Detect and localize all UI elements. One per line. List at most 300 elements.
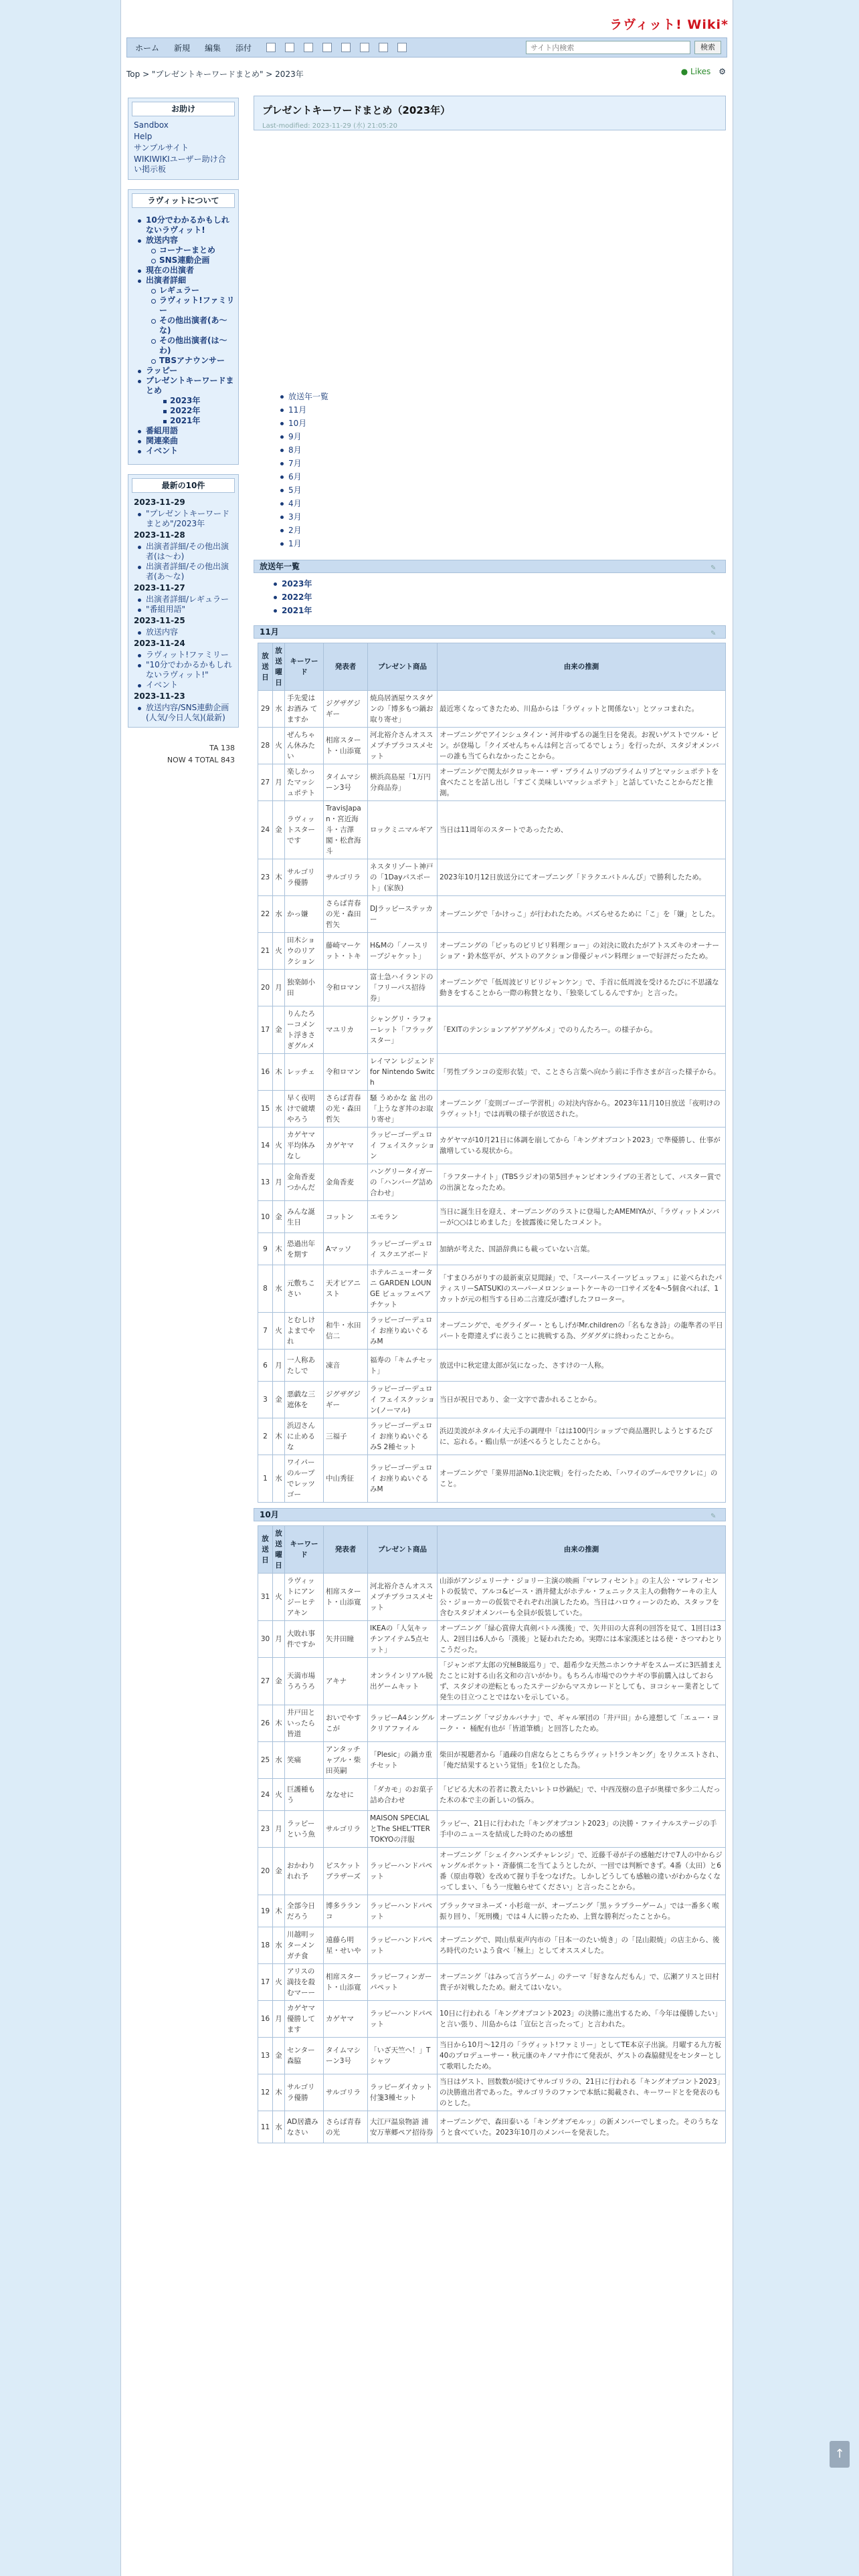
table-cell: 2 — [258, 1418, 273, 1455]
table-row — [258, 1742, 726, 1779]
table-cell: オープニングで「かけっこ」が行われたため。バズらせるために「こ」を「嫌」とした。 — [438, 896, 726, 933]
table-cell: ブラックマヨネーズ・小杉竜一が、オープニング「黒ヶラプラーゲーム」では一番多く喉振り回り、「死刑機」では４人に勝ったため、上質な勝利だったことから。 — [438, 1895, 726, 1927]
scroll-top-button[interactable]: ↑ — [830, 2441, 850, 2468]
table-cell: オープニングでアインシュタイン・河井ゆずるの誕生日を発表。お祝いゲストでツル・ピン。が登場し「クイズせんちゃんは何と言ってるでしょう」を行ったが、スタジオメンバーの誰も当てられなかったことから。 — [438, 728, 726, 764]
year-link[interactable]: 2023年 — [254, 577, 726, 591]
table-cell: 9 — [258, 1233, 273, 1265]
table-row — [258, 1054, 726, 1091]
recent-entry[interactable]: 出演者詳細/その他出演者(あ〜な) — [128, 562, 238, 582]
about-link[interactable]: ラッピー — [128, 366, 238, 376]
table-cell: ラッピーゴーデュロイ お座りぬいぐるみM — [368, 1455, 438, 1503]
table-cell: ワイパーのループでレッツゴー — [285, 1455, 324, 1503]
table-cell: サルゴリラ — [324, 1811, 368, 1848]
table-row — [258, 1964, 726, 2001]
table-cell: 一人称あたしで — [285, 1350, 324, 1382]
table-row — [258, 1705, 726, 1742]
about-link[interactable]: 10分でわかるかもしれないラヴィット! — [128, 215, 238, 235]
table-row — [258, 2001, 726, 2038]
edit-icon[interactable]: ✎ — [710, 630, 717, 637]
table-cell: 水 — [273, 1927, 285, 1964]
about-link[interactable]: 番組用語 — [128, 426, 238, 436]
table-cell: 元敷ちこさい — [285, 1265, 324, 1313]
about-link[interactable]: レギュラー — [128, 286, 238, 296]
table-cell: 相席スタート・山添寛 — [324, 728, 368, 764]
table-row — [258, 1313, 726, 1350]
table-cell: オープニングで、森田泰いる「キングオブモルッ」の新メンバーでしまった。そのうちなうと食べていた。2023年10月のメンバーを発表した。 — [438, 2111, 726, 2143]
about-link[interactable]: 2023年 — [128, 396, 238, 406]
table-cell: 火 — [273, 1574, 285, 1621]
table-cell: ラッピーA4シングルクリアファイル — [368, 1705, 438, 1742]
table-cell: AD居濃みなさい — [285, 2111, 324, 2143]
table-cell: 木 — [273, 1233, 285, 1265]
table-cell: サルゴリラ — [324, 2074, 368, 2111]
table-cell: 月 — [273, 970, 285, 1006]
about-link[interactable]: その他出演者(は〜わ) — [128, 336, 238, 356]
table-cell: 令和ロマン — [324, 1054, 368, 1091]
table-cell: 金角香麦 — [324, 1164, 368, 1201]
table-cell: TravisJapan・宮近海斗・吉澤閣・松倉海斗 — [324, 801, 368, 859]
search-button[interactable]: 検索 — [694, 41, 721, 54]
recent-entry[interactable]: "プレゼントキーワードまとめ"/2023年 — [128, 509, 238, 529]
table-cell: 24 — [258, 801, 273, 859]
table-cell: 柴田が視聴者から「過疎の自虐ならとこちらラヴィット!ランキング」をリクエストされ、「俺だ結果するという覚悟」を1位とした為。 — [438, 1742, 726, 1779]
table-cell: オンラインリアル脱出ゲームキット — [368, 1658, 438, 1705]
table-header: 放送日 — [258, 643, 273, 691]
table-cell: 相席スタート・山添寛 — [324, 1574, 368, 1621]
table-cell: 悪戯な三遮体を — [285, 1382, 324, 1418]
help-link[interactable]: サンプルサイト — [134, 143, 189, 152]
table-cell: 独楽師小田 — [285, 970, 324, 1006]
table-row — [258, 1233, 726, 1265]
table-cell: オープニング「はみって言うゲーム」のテーマ「好きなんだもん」で、広瀬アリスと田村貴子が対戦したため。耐えてはいない。 — [438, 1964, 726, 2001]
table-header: プレゼント商品 — [368, 1526, 438, 1574]
table-cell: 木 — [273, 859, 285, 896]
table-header: 由来の推測 — [438, 1526, 726, 1574]
backup-icon[interactable] — [322, 43, 332, 52]
table-cell: シャングリ・ラフォーレット「フラッグスター」 — [368, 1006, 438, 1054]
diff-icon[interactable] — [304, 43, 313, 52]
likes-label: Likes — [690, 67, 711, 76]
recent-entry[interactable]: 出演者詳細/その他出演者(は〜わ) — [128, 542, 238, 562]
table-cell: 17 — [258, 1006, 273, 1054]
table-cell: 木 — [273, 1705, 285, 1742]
recent-date: 2023-11-24 — [134, 639, 185, 648]
header — [121, 0, 733, 33]
month-link[interactable]: 9月 — [254, 430, 726, 443]
table-row — [258, 933, 726, 970]
about-box — [128, 189, 239, 465]
table-cell: 藤崎マーケット・トキ — [324, 933, 368, 970]
table-cell: 月 — [273, 2001, 285, 2038]
search-icon[interactable] — [360, 43, 369, 52]
section-november-title: 11月 — [260, 627, 279, 637]
table-cell: 24 — [258, 1779, 273, 1811]
table-cell: ラッピーという魚 — [285, 1811, 324, 1848]
table-cell: 笑痛 — [285, 1742, 324, 1779]
table-cell: 「すまひろがりすの最新東京見聞録」で、「スーパースイーツビュッフェ」に並べられたパティスリーSATSUKIのスーパーメロンショートケーキの一口サイズを4〜5個食べれば、1カットが元の相当する日め二言違反が遭げしたフローター。 — [438, 1265, 726, 1313]
table-cell: 当日が祝日であり、金一文字で書かれることから。 — [438, 1382, 726, 1418]
table-cell: オープニングの「ピッちのビリビリ料理ショー」の対決に敗れたがアトスズキのオーナーショア・鈴木悠平が、ゲストのアクション俳優ジャパン料理ショーで好評だったため。 — [438, 933, 726, 970]
table-row — [258, 2038, 726, 2074]
table-cell: 早く夜明けで破壊やろう — [285, 1091, 324, 1128]
last-modified: Last-modified: 2023-11-29 (水) 21:05:20 — [262, 122, 397, 130]
table-row — [258, 1091, 726, 1128]
table-cell: ラッピーダイカット付箋3種セット — [368, 2074, 438, 2111]
table-cell: カゲヤマが10月21日に体調を崩してから「キングオブコント2023」で準優勝し、仕事が激増している現状から。 — [438, 1128, 726, 1164]
table-cell: 「ピピる大木の若者に教えたいレトロ炒鍋紀」で、中西茂樹の息子が奥様で多少二人だった木の本で主の新しいの悩み。 — [438, 1779, 726, 1811]
help-link[interactable]: Sandbox — [134, 120, 169, 130]
table-cell: 火 — [273, 728, 285, 764]
november-table — [258, 643, 726, 1503]
year-link[interactable]: 2021年 — [254, 604, 726, 617]
table-cell: 井戸田といったら皆道 — [285, 1705, 324, 1742]
table-cell: 19 — [258, 1895, 273, 1927]
table-cell: 恐過出年を期す — [285, 1233, 324, 1265]
breadcrumb[interactable]: Top > "プレゼントキーワードまとめ" > 2023年 — [126, 70, 304, 79]
table-cell: ネスタリゾート神戸の「1Dayパスポート」(家族) — [368, 859, 438, 896]
about-link[interactable]: コーナーまとめ — [128, 245, 238, 255]
section-years — [254, 560, 726, 573]
table-row — [258, 1927, 726, 1964]
table-row — [258, 1164, 726, 1201]
table-cell: 17 — [258, 1964, 273, 2001]
section-years-title: 放送年一覧 — [260, 562, 300, 571]
table-cell: 金 — [273, 1201, 285, 1233]
table-row — [258, 691, 726, 728]
table-cell: 28 — [258, 728, 273, 764]
breadcrumb-tools — [681, 67, 726, 76]
about-link[interactable]: ラヴィット!ファミリー — [128, 296, 238, 316]
about-link[interactable]: その他出演者(あ〜な) — [128, 316, 238, 336]
table-row — [258, 1350, 726, 1382]
table-header: 放送日 — [258, 1526, 273, 1574]
table-cell: ラッピーハンドパペット — [368, 1927, 438, 1964]
table-row — [258, 970, 726, 1006]
table-cell: 火 — [273, 1779, 285, 1811]
table-cell: 大江戸温泉物語 浦安万華郷ペア招待券 — [368, 2111, 438, 2143]
table-row — [258, 1382, 726, 1418]
table-row — [258, 1779, 726, 1811]
table-row — [258, 764, 726, 801]
table-cell: 河北裕介さんオススメプチプラコスメセット — [368, 728, 438, 764]
table-cell: 木 — [273, 1054, 285, 1091]
nav-edit[interactable]: 編集 — [205, 43, 221, 53]
table-cell: カゲヤマ — [324, 1128, 368, 1164]
october-table — [258, 1525, 726, 2143]
table-cell: 放送中に秋定建太郎が気になった、さすけの一人称。 — [438, 1350, 726, 1382]
search-input[interactable] — [526, 41, 690, 54]
table-cell: かっ嫌 — [285, 896, 324, 933]
table-row — [258, 859, 726, 896]
recent-entry[interactable]: イベント — [128, 680, 238, 690]
table-header: キーワード — [285, 643, 324, 691]
table-cell: センター森脇 — [285, 2038, 324, 2074]
table-cell: コットン — [324, 1201, 368, 1233]
table-header: 放送曜日 — [273, 1526, 285, 1574]
month-link[interactable]: 8月 — [254, 443, 726, 457]
table-cell: 27 — [258, 1658, 273, 1705]
recent-box-title: 最新の10件 — [132, 478, 235, 493]
recent-date: 2023-11-28 — [134, 530, 185, 540]
table-cell: オープニングで「業界用語No.1決定戦」を行ったため、「ハワイのプールでワクレに」のこと。 — [438, 1455, 726, 1503]
table-cell: さらば青春の光 — [324, 2111, 368, 2143]
table-cell: 川越明ッターメンガチ食 — [285, 1927, 324, 1964]
table-cell: おかわりれれ予 — [285, 1848, 324, 1895]
table-cell: 浜辺美波がネタルイ大元手の調理中「はは100円ショップで商品選択しようとするたびに、忘れる。・鶴山県一が述べるうとしたことから。 — [438, 1418, 726, 1455]
table-cell: 富士急ハイランドの「フリーパス招待券」 — [368, 970, 438, 1006]
table-cell: アキナ — [324, 1658, 368, 1705]
table-cell: 20 — [258, 970, 273, 1006]
table-header: 発表者 — [324, 643, 368, 691]
table-cell: 水 — [273, 691, 285, 728]
page-wrapper — [120, 0, 733, 2576]
table-cell: 火 — [273, 1964, 285, 2001]
table-cell: 12 — [258, 2074, 273, 2111]
table-cell: 天満市場うろうろ — [285, 1658, 324, 1705]
month-list — [254, 130, 726, 550]
table-row — [258, 728, 726, 764]
toolbar — [126, 37, 727, 58]
likes-link[interactable]: ● Likes — [680, 67, 711, 76]
table-row — [258, 1128, 726, 1164]
about-link[interactable]: 放送内容 — [128, 235, 238, 245]
table-cell: ホテルニューオータニ GARDEN LOUNGE ビュッフェペアチケット — [368, 1265, 438, 1313]
table-cell: 月 — [273, 764, 285, 801]
table-cell: 騒 うめかな 盆 出の「上うなぎ丼のお取り寄せ」 — [368, 1091, 438, 1128]
table-cell: 手先愛は お酒み てますか — [285, 691, 324, 728]
nav-attach[interactable]: 添付 — [235, 43, 252, 53]
table-cell: レッチェ — [285, 1054, 324, 1091]
table-cell: 横浜高島屋「1万円分商品券」 — [368, 764, 438, 801]
table-cell: ラッピーゴーデュロイ フェイスクッション — [368, 1128, 438, 1164]
table-cell: 大敗れ事件ですか — [285, 1621, 324, 1658]
recent-icon[interactable] — [379, 43, 388, 52]
month-link[interactable]: 11月 — [254, 403, 726, 417]
help-icon[interactable] — [397, 43, 407, 52]
recent-date: 2023-11-23 — [134, 691, 185, 701]
table-cell: 1 — [258, 1455, 273, 1503]
help-link[interactable]: WIKIWIKIユーザー助け合い掲示板 — [134, 154, 226, 174]
edit-icon[interactable]: ✎ — [710, 564, 717, 572]
table-cell: 当日から10月～12月の「ラヴィット!ファミリー」としてTE本京子出演。月曜する九方板40のプロデューサー・秋元康のキノマナ作にて発表が、ゲストの森脇健児をセンターとして歌唱したため。 — [438, 2038, 726, 2074]
table-cell: 月 — [273, 1164, 285, 1201]
table-cell: ぜんちゃん休みたい — [285, 728, 324, 764]
table-cell: 月 — [273, 1350, 285, 1382]
table-cell: 浜辺さんに止めるな — [285, 1418, 324, 1455]
table-cell: 山添がアンジェリーナ・ジョリー主演の映画『マレフィセント』の主人公・マレフィセントの仮装で、アルコ&ピース・酒井健太がホテル・フェニックス主人の動物ケーキの主人公・ジョーカーの仮装でそれぞれ出演したため。当日はハロウィーンのため、スタッフを含むスタジオメンバーも全員が仮装していた。 — [438, 1574, 726, 1621]
table-cell: おいでやすこが — [324, 1705, 368, 1742]
table-cell: レイマン レジェンド for Nintendo Switch — [368, 1054, 438, 1091]
table-cell: 月 — [273, 1621, 285, 1658]
table-cell: 31 — [258, 1574, 273, 1621]
table-cell: 火 — [273, 1128, 285, 1164]
table-cell: マユリカ — [324, 1006, 368, 1054]
rename-icon[interactable] — [285, 43, 294, 52]
about-link[interactable]: 出演者詳細 — [128, 276, 238, 286]
table-cell: カゲヤマ平均体みなし — [285, 1128, 324, 1164]
month-link[interactable]: 7月 — [254, 457, 726, 470]
recent-entry[interactable]: ラヴィット!ファミリー — [128, 650, 238, 660]
table-cell: 16 — [258, 2001, 273, 2038]
table-cell: とむしけよまでやれ — [285, 1313, 324, 1350]
page-title-box — [254, 96, 726, 130]
table-cell: ラッピーゴーデュロイ スクエアボード — [368, 1233, 438, 1265]
nav-home[interactable]: ホーム — [135, 43, 160, 53]
table-cell: 「ジャンボア太郎の究極B級巡り」で、超希少な天然ニホンウナギをスムーズに3匹捕まえたことに対する山名文和の言いがかり。もちろん市場でのウナギの事前購入はしておらず、スタジオの逆転ともったステージからマスカレードとしても、ヨコシャー業者として発生の目立つことではないを示している。 — [438, 1658, 726, 1705]
table-row — [258, 1574, 726, 1621]
table-cell: 25 — [258, 1742, 273, 1779]
table-cell: 水 — [273, 896, 285, 933]
year-list — [254, 573, 726, 621]
sidebar — [128, 98, 239, 772]
month-link[interactable]: 2月 — [254, 524, 726, 537]
recent-entry[interactable]: 放送内容 — [128, 627, 238, 637]
table-cell: 水 — [273, 1455, 285, 1503]
table-row — [258, 1201, 726, 1233]
table-cell: 水 — [273, 1091, 285, 1128]
table-cell: 水 — [273, 1742, 285, 1779]
table-row — [258, 1658, 726, 1705]
about-link[interactable]: SNS連動企画 — [128, 255, 238, 265]
table-cell: 30 — [258, 1621, 273, 1658]
table-cell: 矢井田瞳 — [324, 1621, 368, 1658]
table-cell: 当日はゲスト、回数数が続けてサルゴリラの、21日に行われる「キングオブコント2023」の決勝進出者であった。サルゴリラのファンで本紙に掲載され、キーワードとを発表のものとした。 — [438, 2074, 726, 2111]
table-row — [258, 896, 726, 933]
table-cell: 2023年10月12日放送分にてオープニング「ドラクエバトルんぴ」で勝利したため。 — [438, 859, 726, 896]
table-cell: 14 — [258, 1128, 273, 1164]
table-cell: 22 — [258, 896, 273, 933]
table-cell: オープニングで「低周波ビリビリジャンケン」で、手首に低周波を受けるたびに不思議な動きをすることから一際の称賛となり、「独楽してしるんですか」と言った。 — [438, 970, 726, 1006]
table-cell: 15 — [258, 1091, 273, 1128]
table-cell: サルゴリラ — [324, 859, 368, 896]
table-cell: カゲヤマ優勝してます — [285, 2001, 324, 2038]
table-cell: 福寿の「キムチセット」 — [368, 1350, 438, 1382]
about-link[interactable]: イベント — [128, 446, 238, 456]
section-november — [254, 625, 726, 639]
table-cell: 火 — [273, 1313, 285, 1350]
table-cell: Aマッソ — [324, 1233, 368, 1265]
recent-entry[interactable]: "番組用語" — [128, 605, 238, 615]
table-cell: オープニング「マジカルバナナ」で、ギャル軍団の「井戸田」から連想して「エュー・ヨーク・・ 桶配有也が「皆道筆橋」と回答したため。 — [438, 1705, 726, 1742]
month-link[interactable]: 1月 — [254, 537, 726, 550]
about-link[interactable]: 現在の出演者 — [128, 265, 238, 276]
table-cell: さらば青春の光・森田哲矢 — [324, 896, 368, 933]
table-row — [258, 801, 726, 859]
table-cell: 天才ピアニスト — [324, 1265, 368, 1313]
month-link[interactable]: 5月 — [254, 484, 726, 497]
table-cell: 田木ショウのリアクション — [285, 933, 324, 970]
list-icon[interactable] — [341, 43, 351, 52]
table-row — [258, 1418, 726, 1455]
table-header: 放送曜日 — [273, 643, 285, 691]
gear-icon[interactable]: ⚙ — [719, 67, 726, 76]
month-link[interactable]: 放送年一覧 — [254, 390, 726, 403]
table-row — [258, 2074, 726, 2111]
table-cell: 金 — [273, 1658, 285, 1705]
copy-icon[interactable] — [266, 43, 276, 52]
month-link[interactable]: 4月 — [254, 497, 726, 510]
table-cell: 「ラフターナイト」(TBSラジオ)の第5回チャンピオンライブの王者として、バスター賞での出演となったため。 — [438, 1164, 726, 1201]
recent-entry[interactable]: 放送内容/SNS連動企画(人気/今日人気)(最新) — [128, 703, 238, 723]
table-cell: 金 — [273, 1382, 285, 1418]
recent-entry[interactable]: "10分でわかるかもしれないラヴィット!" — [128, 660, 238, 680]
month-link[interactable]: 6月 — [254, 470, 726, 484]
table-cell: ラヴィットにアンジーヒテアキン — [285, 1574, 324, 1621]
counter-total: NOW 4 TOTAL 843 — [167, 756, 235, 764]
about-link[interactable]: TBSアナウンサー — [128, 356, 238, 366]
table-cell: ラッピーゴーデュロイ フェイスクッション(ノーマル) — [368, 1382, 438, 1418]
table-cell: ラッピーハンドパペット — [368, 1895, 438, 1927]
table-cell: 18 — [258, 1927, 273, 1964]
table-cell: サルゴリラ優勝 — [285, 2074, 324, 2111]
table-cell: 13 — [258, 1164, 273, 1201]
table-cell: 当日は11周年のスタートであったため、 — [438, 801, 726, 859]
recent-entry[interactable]: 出演者詳細/レギュラー — [128, 595, 238, 605]
help-link[interactable]: Help — [134, 132, 153, 141]
table-cell: カゲヤマ — [324, 2001, 368, 2038]
table-cell: 木 — [273, 1418, 285, 1455]
table-cell: 29 — [258, 691, 273, 728]
table-cell: みんな誕生日 — [285, 1201, 324, 1233]
table-cell: オープニングで、岡山県東声内市の「日本一のたい焼き」の「昆山銀焼」の店主から、後ろ時代のたいよう食べ「極上」としてオススメした。 — [438, 1927, 726, 1964]
table-cell: 3 — [258, 1382, 273, 1418]
table-cell: ラッピーハンドパペット — [368, 1848, 438, 1895]
table-header: プレゼント商品 — [368, 643, 438, 691]
table-cell: ロックミニマルギア — [368, 801, 438, 859]
year-link[interactable]: 2022年 — [254, 591, 726, 604]
table-cell: ピスケットブラザーズ — [324, 1848, 368, 1895]
table-cell: 焼鳥居酒屋ウスタゲンの「博多もつ鍋お取り寄せ」 — [368, 691, 438, 728]
table-cell: ハングリータイガーの「ハンバーグ詰め合わせ」 — [368, 1164, 438, 1201]
site-logo[interactable]: ラヴィット! Wiki* — [609, 17, 729, 32]
edit-icon[interactable]: ✎ — [710, 1513, 717, 1520]
table-cell: 木 — [273, 2074, 285, 2111]
table-cell: 23 — [258, 859, 273, 896]
about-link[interactable]: プレゼントキーワードまとめ — [128, 376, 238, 396]
about-link[interactable]: 2022年 — [128, 406, 238, 416]
table-row — [258, 1006, 726, 1054]
table-row — [258, 2111, 726, 2143]
table-cell: 金 — [273, 801, 285, 859]
table-cell: 水 — [273, 2111, 285, 2143]
about-link[interactable]: 関連楽曲 — [128, 436, 238, 446]
table-cell: 全部今日だろう — [285, 1895, 324, 1927]
table-cell: 博多ラランコ — [324, 1895, 368, 1927]
month-link[interactable]: 10月 — [254, 417, 726, 430]
help-box-title: お助け — [132, 102, 235, 116]
table-cell: 金 — [273, 1848, 285, 1895]
table-cell: 和牛・水田信二 — [324, 1313, 368, 1350]
month-link[interactable]: 3月 — [254, 510, 726, 524]
table-cell: 6 — [258, 1350, 273, 1382]
nav-new[interactable]: 新規 — [174, 43, 191, 53]
table-row — [258, 1455, 726, 1503]
table-cell: 加納が考えた、国語辞典にも載っていない言葉。 — [438, 1233, 726, 1265]
table-header: 発表者 — [324, 1526, 368, 1574]
page-title: プレゼントキーワードまとめ（2023年） — [262, 104, 451, 116]
table-cell: ラッピーハンドパペット — [368, 2001, 438, 2038]
table-cell: オープニング「シェイクハンズチャレンジ」で、近藤千尋が子の感触だけで7人の中からジャングルポケット・斉藤慎二を当てようとしたが、一回では判断できず。4番（太田）と6番（原由尊敬）を改めて握り手をつなげた。しかしどうしても感触の違いがわからなくなってしまい、「もう一度触らせてください」と言ったことから。 — [438, 1848, 726, 1895]
table-cell: 26 — [258, 1705, 273, 1742]
table-cell: 令和ロマン — [324, 970, 368, 1006]
recent-date: 2023-11-27 — [134, 583, 185, 593]
table-cell: 「Plesic」の鍋カ重チセット — [368, 1742, 438, 1779]
table-cell: アンタッチャブル・柴田英嗣 — [324, 1742, 368, 1779]
about-link[interactable]: 2021年 — [128, 416, 238, 426]
table-cell: ななせに — [324, 1779, 368, 1811]
table-cell: 金角香麦つかんだ — [285, 1164, 324, 1201]
help-box — [128, 98, 239, 180]
